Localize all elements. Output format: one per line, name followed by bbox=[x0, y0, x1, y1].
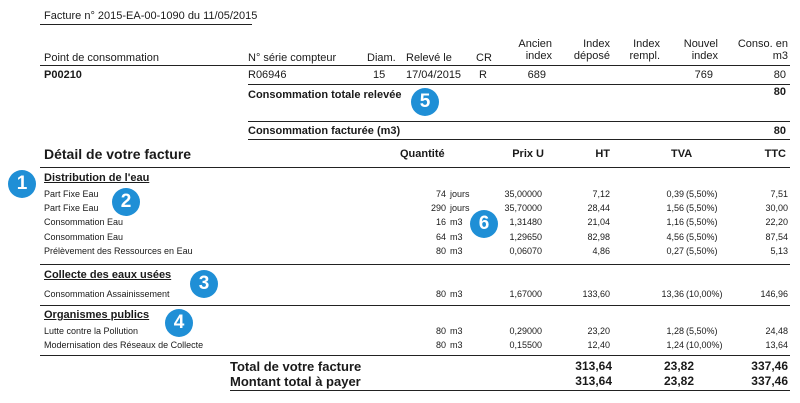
col-prixu: Prix U bbox=[512, 148, 544, 160]
line-item-qty: 80 bbox=[435, 326, 446, 336]
meter-releve: 17/04/2015 bbox=[406, 69, 462, 81]
line-item-prix: 0,06070 bbox=[509, 245, 542, 256]
line-item-rate: (5,50%) bbox=[686, 217, 718, 228]
col-tva: TVA bbox=[671, 148, 693, 160]
meter-conso: 80 bbox=[773, 69, 786, 81]
line-item-unit: m3 bbox=[450, 245, 463, 256]
badge-3: 3 bbox=[190, 270, 218, 298]
line-item-ttc: 24,48 bbox=[765, 326, 788, 336]
meter-nouvel: 769 bbox=[694, 69, 713, 81]
line-item-ht: 12,40 bbox=[587, 340, 610, 350]
line-item-prix: 1,29650 bbox=[509, 231, 542, 242]
line-item-qty: 80 bbox=[435, 289, 446, 299]
meter-diam: 15 bbox=[373, 69, 386, 81]
header-cr: CR bbox=[476, 52, 492, 64]
total-releve-value: 80 bbox=[773, 86, 786, 98]
line-item-ttc: 13,64 bbox=[765, 340, 788, 350]
line-item-tva: 1,24 bbox=[666, 340, 684, 350]
col-ttc: TTC bbox=[764, 148, 786, 160]
line-item-unit: m3 bbox=[450, 289, 463, 299]
line-item-rate: (10,00%) bbox=[686, 340, 723, 350]
line-item-rate: (5,50%) bbox=[686, 203, 718, 214]
line-item-label: Lutte contre la Pollution bbox=[44, 326, 139, 336]
badge-4: 4 bbox=[165, 309, 193, 337]
line-item-rate: (10,00%) bbox=[686, 289, 723, 299]
meter-header-divider bbox=[40, 65, 790, 66]
line-item-qty: 16 bbox=[435, 217, 446, 228]
line-item-unit: jours bbox=[450, 189, 470, 199]
line-item-tva: 4,56 bbox=[666, 231, 684, 242]
facturee-divider bbox=[248, 139, 790, 140]
header-ancien: Ancien index bbox=[518, 38, 552, 62]
line-item-ht: 7,12 bbox=[592, 189, 610, 199]
line-item-label: Part Fixe Eau bbox=[44, 203, 99, 214]
meter-point: P00210 bbox=[44, 69, 82, 81]
line-item-ttc: 146,96 bbox=[760, 289, 788, 299]
line-item-ttc: 30,00 bbox=[765, 203, 788, 214]
line-item-ttc: 22,20 bbox=[765, 217, 788, 228]
line-item-ht: 133,60 bbox=[582, 289, 610, 299]
col-ht: HT bbox=[595, 148, 610, 160]
line-item-unit: jours bbox=[450, 203, 470, 214]
header-rempl: Index rempl. bbox=[629, 38, 660, 62]
line-item-prix: 35,00000 bbox=[504, 189, 542, 199]
line-item-tva: 1,56 bbox=[666, 203, 684, 214]
col-quantite: Quantité bbox=[400, 148, 445, 160]
meter-row-divider bbox=[248, 84, 790, 85]
line-item-label: Prélèvement des Ressources en Eau bbox=[44, 245, 193, 256]
line-item-unit: m3 bbox=[450, 231, 463, 242]
line-item-label: Part Fixe Eau bbox=[44, 189, 99, 199]
line-item-tva: 13,36 bbox=[661, 289, 684, 299]
line-item-unit: m3 bbox=[450, 340, 463, 350]
line-item-prix: 1,67000 bbox=[509, 289, 542, 299]
line-item-tva: 0,39 bbox=[666, 189, 684, 199]
line-item-ht: 21,04 bbox=[587, 217, 610, 228]
releve-divider bbox=[248, 121, 790, 122]
line-item-ttc: 87,54 bbox=[765, 231, 788, 242]
line-item-prix: 35,70000 bbox=[504, 203, 542, 214]
header-conso: Conso. en m3 bbox=[737, 38, 788, 62]
section-organismes-title: Organismes publics bbox=[44, 309, 150, 321]
payer-tva: 23,82 bbox=[663, 374, 694, 388]
line-item-ht: 82,98 bbox=[587, 231, 610, 242]
badge-2: 2 bbox=[112, 188, 140, 216]
header-diam: Diam. bbox=[367, 52, 396, 64]
line-item-qty: 290 bbox=[430, 203, 446, 214]
title-underline bbox=[40, 24, 252, 25]
section-distribution-title: Distribution de l'eau bbox=[44, 172, 150, 184]
line-item-ttc: 7,51 bbox=[770, 189, 788, 199]
header-point: Point de consommation bbox=[44, 52, 159, 64]
detail-header-divider bbox=[40, 167, 790, 168]
meter-serie: R06946 bbox=[248, 69, 287, 81]
line-item-ht: 4,86 bbox=[592, 245, 610, 256]
badge-6: 6 bbox=[470, 210, 498, 238]
line-item-unit: m3 bbox=[450, 326, 463, 336]
line-item-qty: 80 bbox=[435, 245, 446, 256]
line-item-tva: 1,28 bbox=[666, 326, 684, 336]
line-item-label: Modernisation des Réseaux de Collecte bbox=[44, 340, 204, 350]
line-item-label: Consommation Eau bbox=[44, 217, 124, 228]
payer-ttc: 337,46 bbox=[751, 374, 788, 388]
line-item-label: Consommation Eau bbox=[44, 231, 124, 242]
line-item-qty: 80 bbox=[435, 340, 446, 350]
line-item-label: Consommation Assainissement bbox=[44, 289, 170, 299]
total-ttc: 337,46 bbox=[751, 359, 788, 373]
line-item-rate: (5,50%) bbox=[686, 326, 718, 336]
total-ht: 313,64 bbox=[575, 359, 612, 373]
collecte-divider bbox=[40, 305, 790, 306]
line-item-ttc: 5,13 bbox=[770, 245, 788, 256]
line-item-qty: 74 bbox=[435, 189, 446, 199]
facturee-label: Consommation facturée (m3) bbox=[248, 125, 401, 137]
line-item-tva: 1,16 bbox=[666, 217, 684, 228]
line-item-rate: (5,50%) bbox=[686, 231, 718, 242]
line-item-ht: 23,20 bbox=[587, 326, 610, 336]
line-item-prix: 0,15500 bbox=[509, 340, 542, 350]
line-item-ht: 28,44 bbox=[587, 203, 610, 214]
total-label: Total de votre facture bbox=[230, 359, 362, 374]
payer-ht: 313,64 bbox=[575, 374, 612, 388]
header-releve: Relevé le bbox=[406, 52, 452, 64]
line-item-rate: (5,50%) bbox=[686, 189, 718, 199]
header-nouvel: Nouvel index bbox=[683, 38, 718, 62]
total-releve-label: Consommation totale relevée bbox=[248, 89, 402, 101]
line-item-rate: (5,50%) bbox=[686, 245, 718, 256]
line-item-tva: 0,27 bbox=[666, 245, 684, 256]
invoice-title: Facture n° 2015-EA-00-1090 du 11/05/2015 bbox=[44, 10, 258, 22]
section-collecte-title: Collecte des eaux usées bbox=[44, 269, 172, 281]
facturee-value: 80 bbox=[773, 125, 786, 137]
detail-title: Détail de votre facture bbox=[44, 146, 192, 162]
meter-ancien: 689 bbox=[527, 69, 546, 81]
payer-label: Montant total à payer bbox=[230, 374, 361, 389]
line-item-unit: m3 bbox=[450, 217, 463, 228]
distribution-divider bbox=[40, 264, 790, 265]
meter-cr: R bbox=[479, 69, 487, 81]
header-serie: N° série compteur bbox=[248, 52, 337, 64]
line-item-qty: 64 bbox=[435, 231, 446, 242]
organismes-divider bbox=[40, 355, 790, 356]
total-bottom-line bbox=[230, 390, 790, 391]
line-item-prix: 0,29000 bbox=[509, 326, 542, 336]
badge-1: 1 bbox=[8, 170, 36, 198]
total-tva: 23,82 bbox=[663, 359, 694, 373]
line-item-prix: 1,31480 bbox=[509, 217, 542, 228]
header-depose: Index déposé bbox=[573, 38, 610, 62]
badge-5: 5 bbox=[411, 88, 439, 116]
